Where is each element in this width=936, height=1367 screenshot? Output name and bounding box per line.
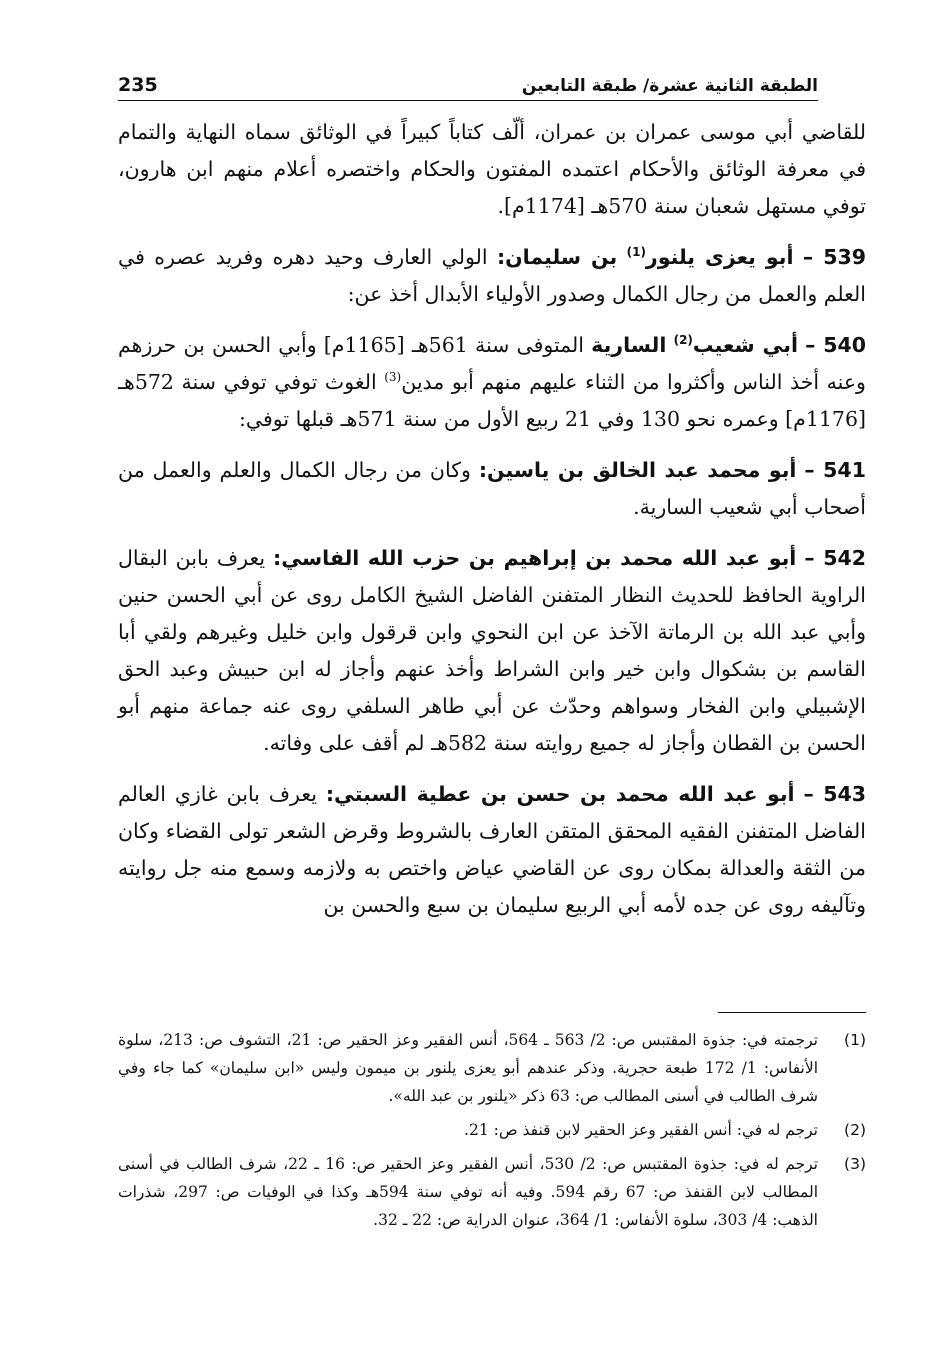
footnote-reference: (3): [384, 370, 402, 385]
footnote-text: ترجم له في: أنس الفقير وعز الحقير لابن قنفذ ص: 21.: [464, 1121, 818, 1139]
entry-name: أبو محمد عبد الخالق بن ياسين:: [478, 458, 797, 482]
entry-text: يعرف بابن غازي العالم الفاضل المتفنن الفقيه المحقق المتقن العارف بالشروط وقرض الشعر تولى القضاء وكان من الثقة والعدالة بمكان روى عن القاضي عياض واختص به ولازمه وسمع منه جل روايته وتآليفه روى عن جده لأمه أبي الربيع سليمان بن سبع والحسن بن: [118, 782, 866, 917]
footnotes: [118, 1026, 866, 1240]
entry-542: [118, 540, 866, 762]
footnote-2: [118, 1116, 866, 1144]
footnote-reference: (1): [626, 245, 646, 260]
footnote-mark: (3): [844, 1155, 866, 1173]
entry-539: [118, 239, 866, 313]
entry-text: المتوفى سنة 561هـ [1165م] وأبي الحسن بن حرزهم وعنه أخذ الناس وأكثروا من الثناء عليهم منهم أبو مدين: [118, 333, 866, 394]
footnote-reference: (2): [673, 333, 693, 348]
entry-number: 542 –: [804, 546, 866, 570]
paragraph-intro: للقاضي أبي موسى عمران بن عمران، ألّف كتاباً كبيراً في الوثائق سماه النهاية والتمام في معرفة الوثائق والأحكام اعتمده المفتون والحكام واختصره أعلام منهم ابن هارون، توفي مستهل شعبان سنة 570هـ [1174م].: [118, 120, 866, 218]
entry-text: وكان من رجال الكمال والعلم والعمل من أصحاب أبي شعيب السارية.: [118, 458, 866, 519]
main-text: [118, 114, 866, 938]
page-header: [118, 66, 818, 101]
entry-name: أبي شعيب: [692, 333, 798, 357]
entry-name: أبو عبد الله محمد بن إبراهيم بن حزب الله الفاسي:: [273, 546, 797, 570]
entry-name: أبو يعزى يلنور: [645, 245, 794, 269]
footnote-mark: (2): [844, 1121, 866, 1139]
entry-text: الولي العارف وحيد دهره وفريد عصره في العلم والعمل من رجال الكمال وصدور الأولياء الأبدال أخذ عن:: [118, 245, 866, 306]
running-title: الطبقة الثانية عشرة/ طبقة التابعين: [521, 76, 818, 96]
entry-number: 540 –: [805, 333, 866, 357]
entry-text: يعرف بابن البقال الراوية الحافظ للحديث النظار المتفنن الفاضل الشيخ الكامل روى عن أبي الحسن حنين وأبي عبد الله بن الرماتة الآخذ عن ابن النحوي وابن قرقول وابن خليل وغيرهم ولقي أبا القاسم بن بشكوال وابن خير وابن الشراط وأخذ عنهم وأجاز له ابن حبيش وعبد الحق الإشبيلي وابن الفخار وسواهم وحدّث عن أبي طاهر السلفي روى عنه جماعة منهم أبو الحسن بن القطان وأجاز له جميع روايته سنة 582هـ لم أقف على وفاته.: [118, 546, 866, 755]
footnote-text: ترجم له في: جذوة المقتبس ص: 2/ 530، أنس الفقير وعز الحقير ص: 16 ـ 22، شرف الطالب في أسنى المطالب لابن القنفذ ص: 67 رقم 594. وفيه أنه توفي سنة 594هـ وكذا في الوفيات ص: 297، شذرات الذهب: 4/ 303، سلوة الأنفاس: 1/ 364، عنوان الدراية ص: 22 ـ 32.: [118, 1155, 819, 1229]
footnote-divider: [718, 1012, 866, 1013]
page-number: 235: [118, 74, 158, 96]
entry-541: [118, 452, 866, 526]
entry-number: 541 –: [804, 458, 866, 482]
entry-name-cont: السارية: [591, 333, 667, 357]
footnote-text: ترجمته في: جذوة المقتبس ص: 2/ 563 ـ 564، أنس الفقير وعز الحقير ص: 21، التشوف ص: 213، سلوة الأنفاس: 1/ 172 طبعة حجرية. وذكر عندهم أبو يعزى يلنور بن ميمون وليس «ابن سليمان» كما جاء وفي شرف الطالب في أسنى المطالب ص: 63 ذكر «يلنور بن عبد الله».: [118, 1031, 819, 1105]
footnote-1: [118, 1026, 866, 1110]
footnote-3: [118, 1150, 866, 1234]
entry-number: 539 –: [802, 245, 866, 269]
entry-number: 543 –: [803, 782, 866, 806]
entry-name: أبو عبد الله محمد بن حسن بن عطية السبتي:: [325, 782, 795, 806]
entry-name-cont: بن سليمان:: [496, 245, 618, 269]
footnote-mark: (1): [844, 1031, 866, 1049]
entry-540: [118, 327, 866, 438]
entry-text-cont: الغوث توفي توفي سنة 572هـ [1176م] وعمره نحو 130 وفي 21 ربيع الأول من سنة 571هـ قبلها توفي:: [118, 370, 866, 431]
entry-543: [118, 776, 866, 924]
